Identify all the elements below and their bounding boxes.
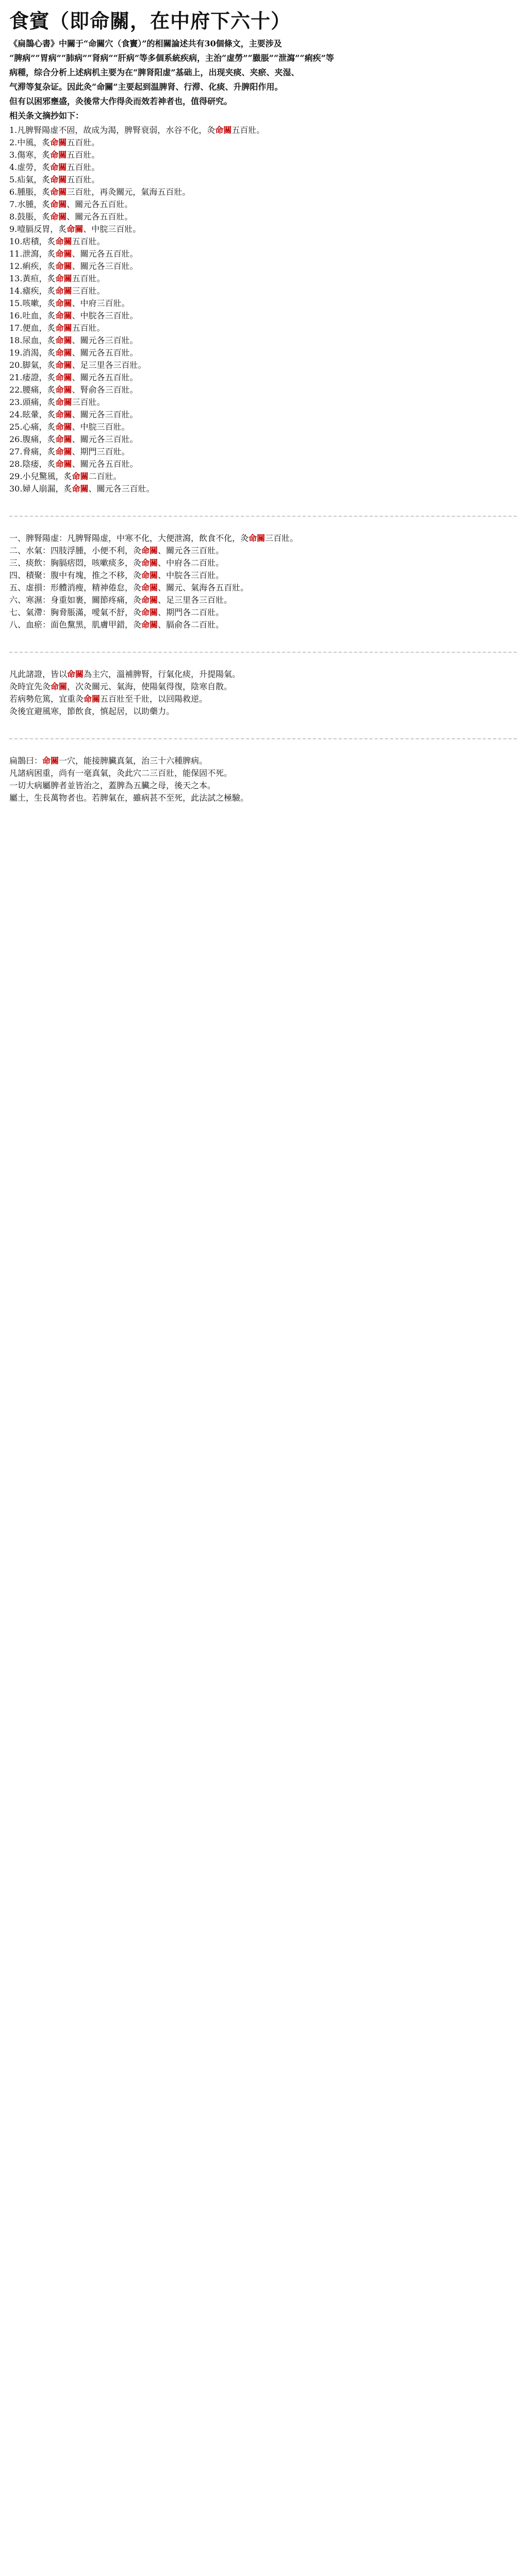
keyword-highlight: 命關: [249, 533, 266, 543]
keyword-highlight: 命關: [55, 348, 72, 358]
keyword-highlight: 命關: [215, 125, 232, 135]
keyword-highlight: 命關: [55, 261, 72, 271]
text-line: 六、寒濕：身重如裹，關節疼痛，灸命關、足三里各三百壯。: [9, 595, 233, 605]
text-line: 23.頭痛，炙命關三百壯。: [9, 397, 105, 407]
keyword-highlight: 命關: [50, 187, 67, 197]
text-line: 16.吐血，炙命關、中脘各三百壯。: [9, 311, 138, 320]
text-line: 5.疝氣，炙命關五百壯。: [9, 175, 100, 184]
text-line: 灸時宜先灸命關，次灸關元、氣海，使陽氣得復，陰寒自散。: [9, 682, 233, 691]
keyword-highlight: 命關: [50, 199, 67, 209]
text-line: 30.婦人崩漏，炙命關、關元各三百壯。: [9, 484, 155, 494]
keyword-highlight: 命關: [55, 298, 72, 308]
keyword-highlight: 命關: [141, 583, 158, 592]
intro-line: “脾病”“胃病”“肺病”“肾病”“肝病”等多個系統疾病，主治“虚勞”“臌脹”“泄瀉”“痢疾”等: [9, 53, 334, 63]
content-section: [9, 532, 517, 631]
text-line: 1.凡脾腎陽虚不固，故成为渴，脾腎衰弱，水谷不化，灸命關五百壯。: [9, 125, 265, 135]
section-divider: [9, 738, 517, 739]
text-line: 凡此諸證，皆以命關為主穴，溫補脾腎，行氣化痰，升提陽氣。: [9, 669, 241, 679]
keyword-highlight: 命關: [55, 249, 72, 259]
keyword-highlight: 命關: [141, 607, 158, 617]
text-line: 四、積聚：腹中有塊，推之不移，灸命關、中脘各三百壯。: [9, 570, 224, 580]
text-line: 凡諸病困重，尚有一毫真氣，灸此穴二三百壯，能保固不死。: [9, 768, 233, 778]
keyword-highlight: 命關: [55, 286, 72, 296]
keyword-highlight: 命關: [50, 162, 67, 172]
text-line: 25.心痛，炙命關、中脘三百壯。: [9, 422, 130, 432]
text-line: 五、虚損：形體消瘦，精神倦怠，灸命關、關元、氣海各五百壯。: [9, 583, 249, 592]
keyword-highlight: 命關: [51, 682, 68, 691]
keyword-highlight: 命關: [55, 422, 72, 432]
keyword-highlight: 命關: [55, 385, 72, 395]
text-line: 若病勢危篤，宜重灸命關五百壯至千壯，以回陽救逆。: [9, 694, 208, 704]
text-line: 8.鼓脹，炙命關、關元各五百壯。: [9, 212, 133, 222]
intro-line: 但有以困邪壅盛，灸後常大作得灸而效若神者也，值得研究。: [9, 96, 233, 106]
text-line: 9.噎膈反胃，炙命關、中脘三百壯。: [9, 224, 141, 234]
document-title: 食賓（即命關，在中府下六十）: [9, 9, 291, 32]
text-line: 一切大病屬脾者並皆治之，蓋脾為五臟之母，後天之本。: [9, 781, 216, 790]
keyword-highlight: 命關: [50, 138, 67, 147]
text-line: 3.傷寒，炙命關五百壯。: [9, 150, 100, 160]
text-line: 21.痿證，炙命關、關元各五百壯。: [9, 372, 138, 382]
intro-block: [9, 38, 517, 122]
text-line: 19.消渴，炙命關、關元各五百壯。: [9, 348, 138, 358]
content-section: [9, 124, 517, 495]
intro-line: 《扁鵲心書》中關于“命關穴（食竇）”的相關論述共有30個條文，主要涉及: [9, 39, 282, 48]
keyword-highlight: 命關: [50, 175, 67, 184]
keyword-highlight: 命關: [141, 595, 158, 605]
text-line: 7.水腫，炙命關、關元各五百壯。: [9, 199, 133, 209]
text-line: 屬土，生長萬物者也。若脾氣在，雖病甚不至死，此法試之極驗。: [9, 793, 249, 803]
text-line: 一、脾腎陽虚：凡脾腎陽虚，中寒不化，大便泄瀉，飲食不化，灸命關三百壯。: [9, 533, 299, 543]
content-section: [9, 668, 517, 718]
intro-line: 气滞等复杂证。因此灸“命關”主要起到温脾肾、行滞、化痰、升脾阳作用。: [9, 82, 283, 92]
keyword-highlight: 命關: [55, 335, 72, 345]
keyword-highlight: 命關: [42, 756, 59, 766]
text-line: 4.虚勞，炙命關五百壯。: [9, 162, 100, 172]
text-line: 七、氣滯：胸脅脹滿，噯氣不舒，灸命關、期門各二百壯。: [9, 607, 224, 617]
section-divider: [9, 652, 517, 653]
keyword-highlight: 命關: [50, 150, 67, 160]
section-divider: [9, 516, 517, 517]
text-line: 二、水氣：四肢浮腫，小便不利，灸命關、關元各三百壯。: [9, 546, 224, 555]
text-line: 八、血瘀：面色黧黑，肌膚甲錯，灸命關、膈俞各二百壯。: [9, 620, 224, 630]
keyword-highlight: 命關: [141, 558, 158, 568]
keyword-highlight: 命關: [141, 546, 158, 555]
keyword-highlight: 命關: [55, 459, 72, 469]
keyword-highlight: 命關: [55, 311, 72, 320]
keyword-highlight: 命關: [72, 471, 89, 481]
keyword-highlight: 命關: [55, 397, 72, 407]
text-line: 2.中風，炙命關五百壯。: [9, 138, 100, 147]
keyword-highlight: 命關: [55, 236, 72, 246]
keyword-highlight: 命關: [55, 447, 72, 456]
text-line: 22.腰痛，炙命關、腎俞各三百壯。: [9, 385, 138, 395]
text-line: 17.便血，炙命關五百壯。: [9, 323, 105, 333]
intro-line: 相关条文摘抄如下：: [9, 111, 84, 121]
keyword-highlight: 命關: [55, 434, 72, 444]
keyword-highlight: 命關: [84, 694, 101, 704]
content-blocks: [9, 124, 517, 804]
text-line: 三、痰飲：胸膈痞悶，咳嗽痰多，灸命關、中府各二百壯。: [9, 558, 224, 568]
keyword-highlight: 命關: [67, 669, 84, 679]
text-line: 13.黃疸，炙命關五百壯。: [9, 274, 105, 283]
text-line: 28.陰痿，炙命關、關元各五百壯。: [9, 459, 138, 469]
keyword-highlight: 命關: [50, 212, 67, 222]
content-section: [9, 755, 517, 804]
keyword-highlight: 命關: [55, 323, 72, 333]
keyword-highlight: 命關: [55, 360, 72, 370]
keyword-highlight: 命關: [55, 274, 72, 283]
text-line: 26.腹痛，炙命關、關元各三百壯。: [9, 434, 138, 444]
text-line: 灸後宜避風寒，節飲食，慎起居，以助藥力。: [9, 706, 175, 716]
text-line: 15.咳嗽，炙命關、中府三百壯。: [9, 298, 130, 308]
text-line: 29.小兒驚風，炙命關二百壯。: [9, 471, 122, 481]
keyword-highlight: 命關: [141, 620, 158, 630]
keyword-highlight: 命關: [141, 570, 158, 580]
text-line: 27.脅痛，炙命關、期門三百壯。: [9, 447, 130, 456]
intro-line: 病種，综合分析上述病机主要为在“脾肾阳虚”基础上，出现夹痰、夹瘀、夹湿、: [9, 67, 300, 77]
keyword-highlight: 命關: [55, 372, 72, 382]
text-line: 6.腫脹，炙命關三百壯，再灸關元，氣海五百壯。: [9, 187, 191, 197]
text-line: 12.痢疾，炙命關、關元各三百壯。: [9, 261, 138, 271]
text-line: 扁鵲曰：命關一穴，能接脾臟真氣，治三十六種脾病。: [9, 756, 208, 766]
text-line: 20.脚氣，炙命關、足三里各三百壯。: [9, 360, 146, 370]
document-page: [0, 0, 526, 820]
keyword-highlight: 命關: [67, 224, 84, 234]
keyword-highlight: 命關: [72, 484, 89, 494]
keyword-highlight: 命關: [55, 410, 72, 419]
text-line: 24.眩暈，炙命關、關元各三百壯。: [9, 410, 138, 419]
text-line: 11.泄瀉，炙命關、關元各五百壯。: [9, 249, 138, 259]
text-line: 18.尿血，炙命關、關元各三百壯。: [9, 335, 138, 345]
text-line: 10.痞積，炙命關五百壯。: [9, 236, 105, 246]
text-line: 14.瘧疾，炙命關三百壯。: [9, 286, 105, 296]
